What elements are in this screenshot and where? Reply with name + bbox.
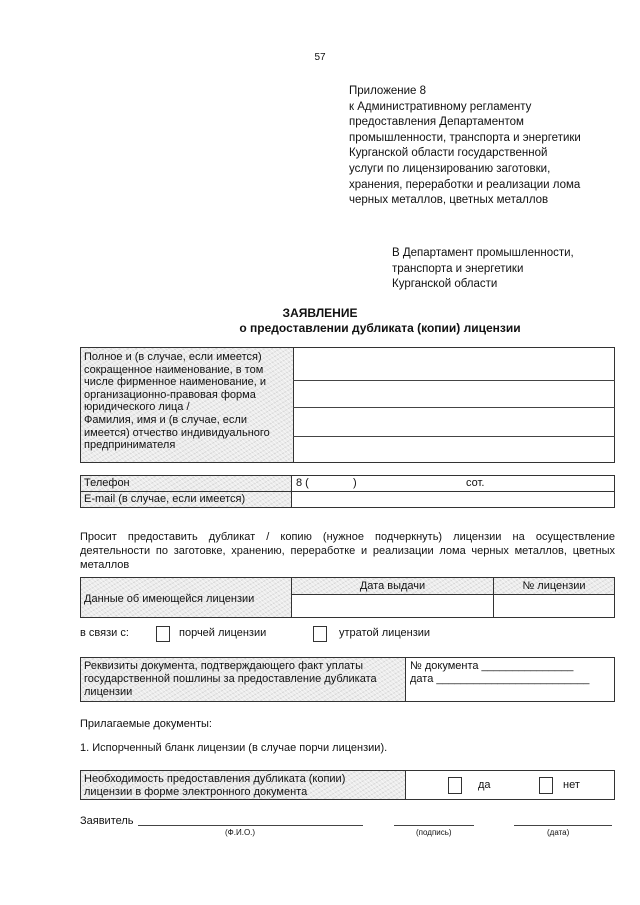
email-label: E-mail (в случае, если имеется) <box>84 493 246 505</box>
loss-checkbox[interactable] <box>313 626 327 642</box>
license-label-cell <box>80 577 292 618</box>
license-number-header-text: № лицензии <box>522 580 586 592</box>
appendix-line: промышленности, транспорта и энергетики <box>349 131 581 144</box>
document-title: ЗАЯВЛЕНИЕ <box>282 306 358 320</box>
document-subtitle: о предоставлении дубликата (копии) лицензии <box>239 321 521 335</box>
license-date-header <box>291 577 494 595</box>
payment-label-line: лицензии <box>84 686 133 698</box>
applicant-name-label-line: имеется) отчество индивидуального <box>84 426 270 439</box>
applicant-name-label-cell <box>80 347 294 463</box>
attachment-item: 1. Испорченный бланк лицензии (в случае порчи лицензии). <box>80 742 388 754</box>
fio-line[interactable] <box>138 825 363 826</box>
date-line[interactable] <box>514 825 612 826</box>
recipient-line: В Департамент промышленности, <box>392 247 574 259</box>
phone-field[interactable] <box>291 475 615 492</box>
phone-mobile-label: сот. <box>466 477 485 489</box>
applicant-name-label-line: Полное и (в случае, если имеется) <box>84 351 262 363</box>
appendix-block <box>349 84 624 209</box>
phone-label-cell <box>80 475 292 492</box>
applicant-name-label-line: Фамилия, имя и (в случае, если <box>84 413 247 426</box>
applicant-name-label-line: юридического лица / <box>84 401 190 414</box>
email-field[interactable] <box>291 491 615 508</box>
electronic-yes-checkbox[interactable] <box>448 777 462 794</box>
appendix-line: к Административному регламенту <box>349 100 532 113</box>
applicant-name-label-line: числе фирменное наименование, и <box>84 376 267 389</box>
phone-paren-close: ) <box>353 477 357 489</box>
page-number: 57 <box>314 52 326 63</box>
reason-label: в связи с: <box>80 627 129 639</box>
date-caption: (дата) <box>547 828 570 837</box>
signature-line[interactable] <box>394 825 474 826</box>
electronic-label-line: лицензии в форме электронного документа <box>84 786 308 798</box>
electronic-options-cell <box>405 770 615 800</box>
phone-prefix: 8 ( <box>296 477 309 489</box>
electronic-no-label: нет <box>563 779 580 791</box>
request-paragraph: Просит предоставить дубликат / копию (нужное подчеркнуть) лицензии на осуществление деятельности по заготовке, хранению, переработке и реализации лома черных металлов, цветных металлов <box>80 531 615 571</box>
appendix-line: предоставления Департаментом <box>349 116 524 129</box>
applicant-signature-label: Заявитель <box>80 815 134 827</box>
recipient-block <box>392 246 627 293</box>
damage-checkbox[interactable] <box>156 626 170 642</box>
license-number-field[interactable] <box>493 594 615 618</box>
appendix-line: услуги по лицензированию заготовки, <box>349 162 551 175</box>
recipient-line: транспорта и энергетики <box>392 262 524 275</box>
license-date-field[interactable] <box>291 594 494 618</box>
appendix-line: черных металлов, цветных металлов <box>349 194 549 207</box>
applicant-name-label-line: организационно-правовая форма <box>84 388 256 401</box>
loss-option-label: утратой лицензии <box>339 627 431 639</box>
license-label: Данные об имеющейся лицензии <box>84 593 255 605</box>
electronic-label-cell <box>80 770 406 800</box>
appendix-line: Курганской области государственной <box>349 147 548 160</box>
electronic-no-checkbox[interactable] <box>539 777 553 794</box>
license-date-header-text: Дата выдачи <box>359 580 426 592</box>
payment-label-cell <box>80 657 406 702</box>
license-number-header <box>493 577 615 595</box>
applicant-name-label-line: предпринимателя <box>84 439 176 452</box>
payment-doc-date: дата _________________________ <box>410 673 590 685</box>
email-label-cell <box>80 491 292 508</box>
attachments-title: Прилагаемые документы: <box>80 718 212 730</box>
electronic-yes-label: да <box>478 779 491 791</box>
phone-label: Телефон <box>84 477 130 489</box>
recipient-line: Курганской области <box>392 278 498 291</box>
electronic-label-line: Необходимость предоставления дубликата (копии) <box>84 773 346 785</box>
applicant-name-field[interactable] <box>293 347 615 463</box>
fio-caption: (Ф.И.О.) <box>225 828 256 837</box>
damage-option-label: порчей лицензии <box>179 627 267 639</box>
signature-caption: (подпись) <box>416 828 452 837</box>
payment-doc-number: № документа _______________ <box>410 660 574 672</box>
appendix-line: Приложение 8 <box>349 85 427 97</box>
payment-label-line: Реквизиты документа, подтверждающего факт уплаты <box>84 660 363 672</box>
payment-fields-cell[interactable] <box>405 657 615 702</box>
applicant-name-label-line: сокращенное наименование, в том <box>84 363 264 376</box>
payment-label-line: государственной пошлины за предоставление дубликата <box>84 673 377 685</box>
appendix-line: хранения, переработки и реализации лома <box>349 178 581 191</box>
